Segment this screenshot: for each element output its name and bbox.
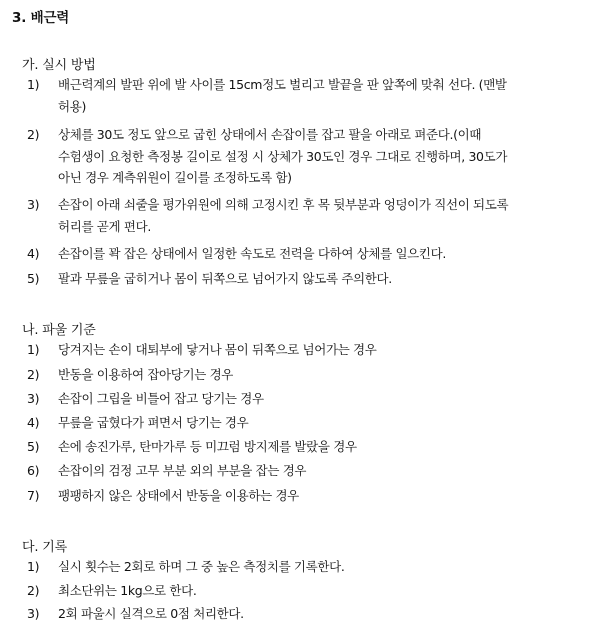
item-number: 3)	[27, 606, 40, 621]
item-text: 무릎을 굽혔다가 펴면서 당기는 경우	[58, 415, 249, 430]
section-heading-record: 다. 기록	[22, 540, 67, 555]
item-number: 2)	[27, 583, 40, 598]
item-number: 5)	[27, 271, 40, 286]
list-item	[27, 364, 592, 386]
list-item	[27, 412, 592, 434]
list-item	[27, 460, 592, 482]
item-number: 7)	[27, 488, 40, 503]
item-text: 손에 송진가루, 탄마가루 등 미끄럼 방지제를 발랐을 경우	[58, 439, 357, 454]
item-number: 3)	[27, 391, 40, 406]
item-number: 1)	[27, 77, 40, 92]
list-item	[27, 603, 592, 625]
item-number: 2)	[27, 127, 40, 142]
item-text: 배근력계의 발판 위에 발 사이를 15cm정도 벌리고 발끝을 판 앞쪽에 맞춰 선다. (맨발	[58, 77, 507, 92]
section-heading-foul: 나. 파울 기준	[22, 323, 96, 338]
list-item	[27, 339, 592, 361]
item-number: 4)	[27, 246, 40, 261]
list-item	[27, 436, 592, 458]
item-number: 5)	[27, 439, 40, 454]
item-text: 상체를 30도 정도 앞으로 굽힌 상태에서 손잡이를 잡고 팔을 아래로 펴준다.(이때	[58, 127, 482, 142]
item-text: 허용)	[58, 98, 86, 114]
item-text: 당겨지는 손이 대퇴부에 닿거나 몸이 뒤쪽으로 넘어가는 경우	[58, 342, 377, 357]
list-item	[27, 243, 592, 265]
list-item	[27, 74, 592, 117]
item-number: 1)	[27, 559, 40, 574]
item-text: 2회 파울시 실격으로 0점 처리한다.	[58, 606, 244, 621]
item-number: 2)	[27, 367, 40, 382]
list-item	[27, 388, 592, 410]
item-text: 팔과 무릎을 굽히거나 몸이 뒤쪽으로 넘어가지 않도록 주의한다.	[58, 271, 392, 286]
item-text: 손잡이를 꽉 잡은 상태에서 일정한 속도로 전력을 다하여 상체를 일으킨다.	[58, 246, 446, 261]
item-number: 3)	[27, 197, 40, 212]
item-number: 6)	[27, 463, 40, 478]
item-number: 1)	[27, 342, 40, 357]
list-item	[27, 268, 592, 290]
document-title: 3. 배근력	[12, 10, 70, 26]
item-text: 팽팽하지 않은 상태에서 반동을 이용하는 경우	[58, 488, 299, 503]
section-heading-method: 가. 실시 방법	[22, 58, 96, 73]
item-text: 반동을 이용하여 잡아당기는 경우	[58, 367, 234, 382]
item-text: 수험생이 요청한 측정봉 길이로 설정 시 상체가 30도인 경우 그대로 진행하며, 30도가	[58, 148, 508, 164]
list-item	[27, 556, 592, 578]
item-text: 실시 횟수는 2회로 하며 그 중 높은 측정치를 기록한다.	[58, 559, 345, 574]
item-number: 4)	[27, 415, 40, 430]
item-text: 허리를 곧게 편다.	[58, 218, 151, 234]
list-item	[27, 124, 592, 189]
item-text: 최소단위는 1kg으로 한다.	[58, 583, 197, 598]
list-item	[27, 580, 592, 602]
item-text: 손잡이의 검정 고무 부분 외의 부분을 잡는 경우	[58, 463, 307, 478]
item-text: 손잡이 그립을 비틀어 잡고 당기는 경우	[58, 391, 264, 406]
list-item	[27, 194, 592, 237]
list-item	[27, 485, 592, 507]
item-text: 아닌 경우 계측위원이 길이를 조정하도록 함)	[58, 170, 292, 185]
item-text: 손잡이 아래 쇠줄을 평가위원에 의해 고정시킨 후 목 뒷부분과 엉덩이가 직선이 되도록	[58, 197, 509, 212]
